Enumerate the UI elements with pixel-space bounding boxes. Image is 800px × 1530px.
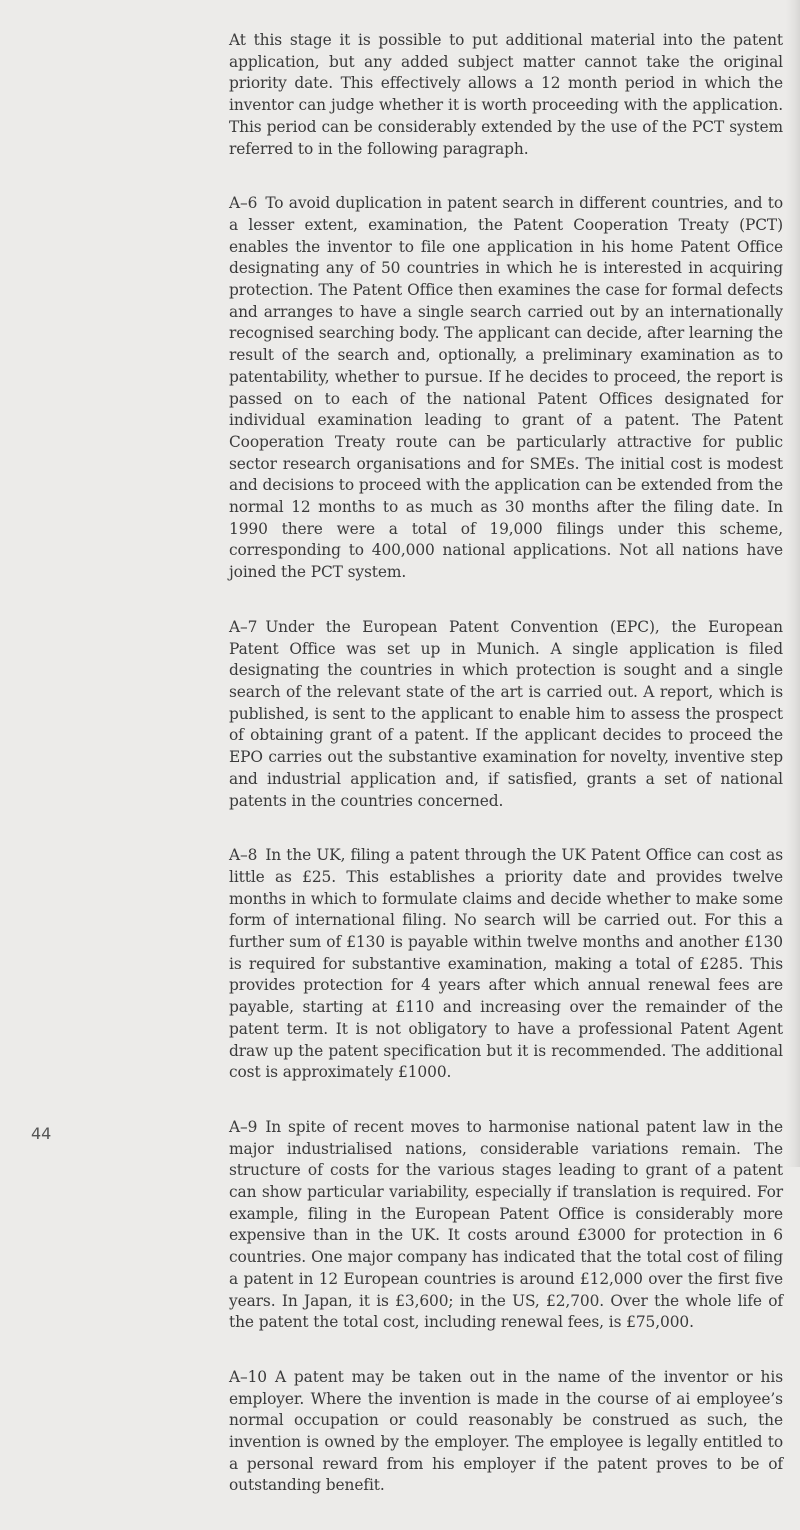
paragraph-a8 — [229, 845, 783, 1084]
paragraph-a6 — [229, 193, 783, 584]
paragraph-text: In the UK, filing a patent through the UK Patent Office can cost as little as £25. This establishes a priority date and provides twelve months in which to formulate claims and decide whether to make some form of international filing. No search will be carried out. For this a further sum of £130 is payable within twelve months and another £130 is required for substantive examination, making a total of £285. This provides protection for 4 years after which annual renewal fees are payable, starting at £110 and increasing over the remainder of the patent term. It is not obligatory to have a professional Patent Agent draw up the patent specification but it is recommended. The additional cost is approximately £1000. — [229, 846, 783, 1082]
paragraph-a7 — [229, 617, 783, 812]
paragraph-label: A–9 — [229, 1117, 258, 1136]
paragraph-a9 — [229, 1117, 783, 1334]
paragraph-text: At this stage it is possible to put additional material into the patent application, but any added subject matter cannot take the original priority date. This effectively allows a 12 month period in which the inventor can judge whether it is worth proceeding with the application. This period can be considerably extended by the use of the PCT system referred to in the following paragraph. — [229, 31, 783, 158]
paragraph-intro — [229, 30, 783, 160]
paragraph-label: A–8 — [229, 846, 258, 865]
paragraph-text: To avoid duplication in patent search in different countries, and to a lesser extent, examination, the Patent Cooperation Treaty (PCT) enables the inventor to file one application in his home Patent Office designating any of 50 countries in which he is interested in acquiring protection. The Patent Office then examines the case for formal defects and arranges to have a single search carried out by an internationally recognised searching body. The applicant can decide, after learning the result of the search and, optionally, a preliminary examination as to patentability, whether to pursue. If he decides to proceed, the report is passed on to each of the national Patent Offices designated for individual examination leading to grant of a patent. The Patent Cooperation Treaty route can be particularly attractive for public sector research organisations and for SMEs. The initial cost is modest and decisions to proceed with the application can be extended from the normal 12 months to as much as 30 months after the filing date. In 1990 there were a total of 19,000 filings under this scheme, corresponding to 400,000 national applications. Not all nations have joined the PCT system. — [229, 194, 783, 582]
paragraph-label: A–6 — [229, 194, 258, 213]
page-number: 44 — [31, 1124, 52, 1143]
paragraph-text: Under the European Patent Convention (EPC), the European Patent Office was set up in Munich. A single application is filed designating the countries in which protection is sought and a single search of the relevant state of the art is carried out. A report, which is published, is sent to the applicant to enable him to assess the prospect of obtaining grant of a patent. If the applicant decides to proceed the EPO carries out the substantive examination for novelty, inventive step and industrial application and, if satisfied, grants a set of national patents in the countries concerned. — [229, 617, 783, 810]
page-edge-shadow — [786, 0, 800, 1167]
paragraph-label: A–7 — [229, 617, 258, 636]
paragraph-text: In spite of recent moves to harmonise national patent law in the major industrialised nations, considerable variations remain. The structure of costs for the various stages leading to grant of a patent can show particular variability, especially if translation is required. For example, filing in the European Patent Office is considerably more expensive than in the UK. It costs around £3000 for protection in 6 countries. One major company has indicated that the total cost of filing a patent in 12 European countries is around £12,000 over the first five years. In Japan, it is £3,600; in the US, £2,700. Over the whole life of the patent the total cost, including renewal fees, is £75,000. — [229, 1117, 783, 1332]
paragraph-a10 — [229, 1367, 783, 1497]
paragraph-text: A patent may be taken out in the name of the inventor or his employer. Where the invention is made in the course of ai employee’s normal occupation or could reasonably be construed as such, the invention is owned by the employer. The employee is legally entitled to a personal reward from his employer if the patent proves to be of outstanding benefit. — [229, 1367, 783, 1495]
paragraph-label: A–10 — [229, 1367, 267, 1386]
document-body — [229, 30, 783, 1530]
